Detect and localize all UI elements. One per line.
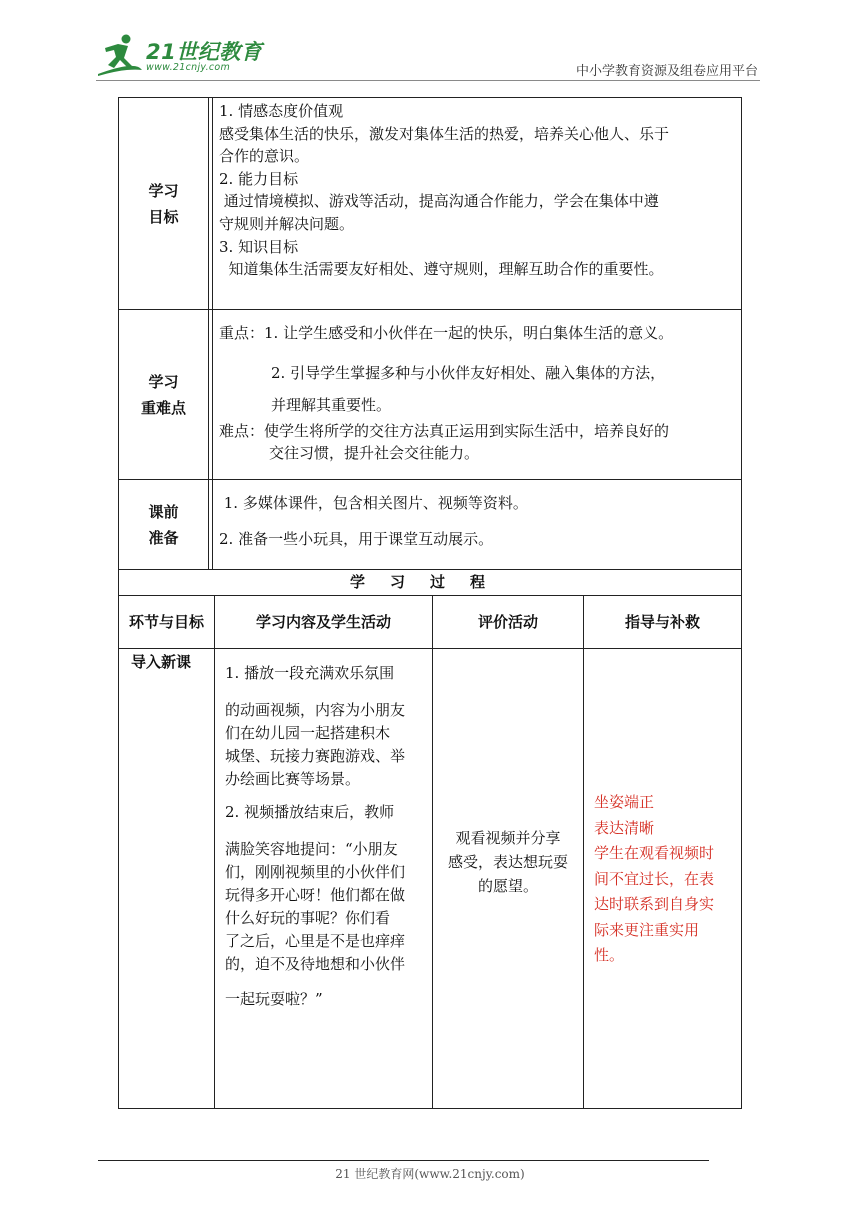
- stage-label: 导入新课: [131, 653, 192, 671]
- guidance-line: 间不宜过长，在表: [594, 869, 715, 888]
- goal-line: 知道集体生活需要友好相处、遵守规则，理解互助合作的重要性。: [219, 260, 664, 279]
- content-line: 什么好玩的事呢？你们看: [225, 909, 391, 927]
- goals-inner: [212, 98, 741, 309]
- prep-label-line2: 准备: [148, 528, 179, 547]
- guidance-line: 坐姿端正: [594, 793, 655, 811]
- goals-content: [209, 98, 742, 310]
- content-text: [215, 649, 432, 1011]
- process-title-row: [119, 570, 742, 596]
- keypoints-row: [119, 310, 742, 480]
- keypoints-content: [209, 310, 742, 480]
- evaluation-line: 感受，表达想玩耍: [447, 852, 568, 871]
- content-line: 2. 视频播放结束后，教师: [225, 803, 395, 821]
- process-table: [118, 569, 742, 1109]
- header-tagline: 中小学教育资源及组卷应用平台: [575, 64, 758, 79]
- evaluation-line: 观看视频并分享: [455, 828, 561, 847]
- content-line: 一起玩耍啦？”: [225, 990, 323, 1008]
- goal-line: 通过情境模拟、游戏等活动，提高沟通合作能力，学会在集体中遵: [219, 192, 659, 211]
- guidance-line: 达时联系到自身实: [594, 895, 715, 913]
- prep-label: [119, 480, 209, 570]
- guidance-line: 际来更注重实用: [594, 920, 700, 939]
- footer-rule: [98, 1160, 709, 1161]
- keypoint-main: 重点：1. 让学生感受和小伙伴在一起的快乐，明白集体生活的意义。: [219, 324, 674, 342]
- guidance-cell: [584, 649, 742, 1109]
- keypoints-inner: [212, 310, 741, 479]
- content-line: 玩得多开心呀！他们都在做: [225, 886, 406, 904]
- col-header-guidance: 指导与补救: [584, 596, 742, 649]
- content-cell: [215, 649, 433, 1109]
- footer-link[interactable]: 21 世纪教育网(www.21cnjy.com): [335, 1167, 525, 1181]
- prep-content: [209, 480, 742, 570]
- goal-line: 1. 情感态度价值观: [219, 102, 344, 120]
- keypoints-label: [119, 310, 209, 480]
- process-header-row: [119, 596, 742, 649]
- lesson-info-table: [118, 97, 742, 570]
- goal-line: 守规则并解决问题。: [219, 214, 355, 233]
- guidance-line: 性。: [594, 946, 625, 964]
- content-line: 了之后，心里是不是也痒痒: [225, 932, 406, 950]
- col-header-stage: 环节与目标: [119, 596, 215, 649]
- keypoint-second: 2. 引导学生掌握多种与小伙伴友好相处、融入集体的方法，: [271, 364, 666, 382]
- difficulty-cont: 交往习惯，提升社会交往能力。: [269, 444, 480, 462]
- guidance-line: 表达清晰: [594, 818, 655, 837]
- content-line: 办绘画比赛等场景。: [225, 770, 361, 788]
- goal-line: 合作的意识。: [219, 147, 310, 166]
- process-title: 学习过程: [119, 570, 742, 596]
- keypoint-second-cont: 并理解其重要性。: [271, 396, 392, 414]
- goals-label-line1: 学习: [148, 181, 179, 200]
- content-line: 们在幼儿园一起搭建积木: [225, 724, 391, 742]
- goal-line: 3. 知识目标: [219, 237, 299, 256]
- content-line: 的，迫不及待地想和小伙伴: [225, 955, 406, 973]
- prep-item: 1. 多媒体课件，包含相关图片、视频等资料。: [219, 494, 528, 512]
- goals-label-line2: 目标: [148, 207, 179, 226]
- stage-cell: [119, 649, 215, 1109]
- content-line: 的动画视频，内容为小朋友: [225, 701, 406, 719]
- logo-text: 21世纪教育: [146, 40, 263, 64]
- table-row: [119, 649, 742, 1109]
- header-rule: [96, 80, 760, 81]
- content-line: 满脸笑容地提问：“小朋友: [225, 840, 398, 858]
- keypoints-text: [213, 310, 741, 464]
- evaluation-line: 的愿望。: [477, 876, 538, 895]
- evaluation-text: [433, 826, 583, 932]
- logo-url: www.21cnjy.com: [146, 62, 231, 73]
- goal-line: 2. 能力目标: [219, 169, 299, 188]
- keypoints-label-line2: 重难点: [140, 398, 186, 417]
- content-line: 1. 播放一段充满欢乐氛围: [225, 664, 395, 682]
- prep-item: 2. 准备一些小玩具，用于课堂互动展示。: [219, 530, 494, 548]
- prep-text: [213, 480, 741, 550]
- col-header-content: 学习内容及学生活动: [215, 596, 433, 649]
- col-header-evaluation: 评价活动: [433, 596, 584, 649]
- keypoints-label-line1: 学习: [148, 372, 179, 391]
- goals-row: [119, 98, 742, 310]
- evaluation-cell: [433, 649, 584, 1109]
- prep-inner: [212, 480, 741, 569]
- prep-row: [119, 480, 742, 570]
- content-line: 们，刚刚视频里的小伙伴们: [225, 863, 406, 881]
- goals-list: [213, 98, 741, 281]
- difficulty-line: 难点：使学生将所学的交往方法真正运用到实际生活中，培养良好的: [219, 422, 670, 440]
- guidance-line: 学生在观看视频时: [594, 844, 715, 862]
- guidance-text: [584, 649, 741, 969]
- content-line: 城堡、玩接力赛跑游戏、举: [225, 747, 406, 765]
- goal-line: 感受集体生活的快乐，激发对集体生活的热爱，培养关心他人、乐于: [219, 124, 670, 143]
- prep-label-line1: 课前: [148, 502, 179, 521]
- goals-label: [119, 98, 209, 310]
